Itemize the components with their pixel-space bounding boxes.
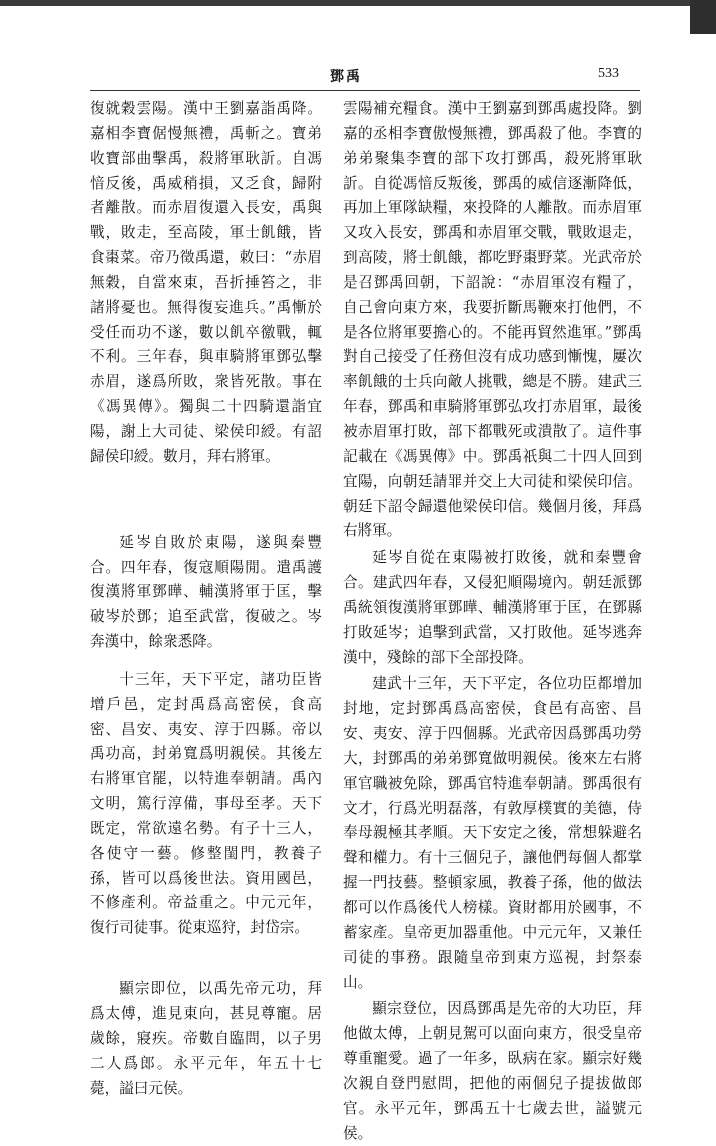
classical-paragraph: 復就穀雲陽。漢中王劉嘉詣禹降。嘉相李寶倨慢無禮，禹斬之。寶弟收寶部曲擊禹，殺將軍耿訢。自馮愔反後，禹威稍損，又乏食，歸附者離散。而赤眉復還入長安，禹與戰，敗走，至高陵，軍士飢餓，皆食棗菜。帝乃徵禹還，敕曰：“赤眉無穀，自當來東，吾折捶笞之，非諸將憂也。無得復妄進兵。”禹慚於受任而功不遂，數以飢卒徼戰，輒不利。三年春，與車騎將軍鄧弘擊赤眉，遂爲所敗，衆皆死散。事在《馮異傳》。獨與二十四騎還詣宜陽，謝上大司徒、梁侯印綬。有詔歸侯印綬。數月，拜右將軍。 [90, 100, 322, 465]
top-edge-rule [0, 0, 716, 6]
translation-paragraph: 延岑自從在東陽被打敗後，就和秦豐會合。建武四年春，又侵犯順陽境內。朝廷派鄧禹統領復漢將軍鄧曄、輔漢將軍于匡，在鄧縣打敗延岑；追擊到武當，又打敗他。延岑逃奔漢中，殘餘的部下全部投降。 [343, 549, 642, 666]
classical-paragraph: 顯宗即位，以禹先帝元功，拜爲太傅，進見東向，甚見尊寵。居歲餘，寢疾。帝數自臨問，以子男二人爲郎。永平元年，年五十七薨，謚曰元侯。 [90, 980, 322, 1097]
translation-text-column [343, 97, 642, 1146]
corner-thumb-tab [690, 0, 716, 34]
classical-text-column [90, 97, 322, 1101]
translation-paragraph: 顯宗登位，因爲鄧禹是先帝的大功臣，拜他做太傅，上朝見駕可以面向東方，很受皇帝尊重寵愛。過了一年多，臥病在家。顯宗好幾次親自登門慰問，把他的兩個兒子提拔做郎官。永平元年，鄧禹五十七歲去世，謚號元侯。 [343, 1000, 642, 1142]
classical-paragraph: 十三年，天下平定，諸功臣皆增戶邑，定封禹爲高密侯，食高密、昌安、夷安、淳于四縣。帝以禹功高，封弟寬爲明親侯。其後左右將軍官罷，以特進奉朝請。禹內文明，篤行淳備，事母至孝。天下既定，常欲遠名勢。有子十三人，各使守一藝。修整閨門，教養子孫，皆可以爲後世法。資用國邑，不修產利。帝益重之。中元元年，復行司徒事。從東巡狩，封岱宗。 [90, 670, 322, 937]
page-number: 533 [598, 66, 619, 81]
translation-paragraph: 雲陽補充糧食。漢中王劉嘉到鄧禹處投降。劉嘉的丞相李寶傲慢無禮，鄧禹殺了他。李寶的弟弟聚集李寶的部下攻打鄧禹，殺死將軍耿訢。自從馮愔反叛後，鄧禹的威信逐漸降低，再加上軍隊缺糧，來投降的人離散。而赤眉軍又攻入長安，鄧禹和赤眉軍交戰，戰敗退走，到高陵，將士飢餓，都吃野棗野菜。光武帝於是召鄧禹回朝，下詔說：“赤眉軍沒有糧了，自己會向東方來，我要折斷馬鞭來打他們，不是各位將軍要擔心的。不能再貿然進軍。”鄧禹對自己接受了任務但沒有成功感到慚愧，屢次率飢餓的士兵向敵人挑戰，總是不勝。建武三年春，鄧禹和車騎將軍鄧弘攻打赤眉軍，最後被赤眉軍打敗，部下都戰死或潰散了。這件事記載在《馮異傳》中。鄧禹祇與二十四人回到宜陽，向朝廷請罪并交上大司徒和梁侯印信。朝廷下詔令歸還他梁侯印信。幾個月後，拜爲右將軍。 [343, 100, 642, 540]
running-header [0, 66, 716, 88]
classical-paragraph: 延岑自敗於東陽，遂與秦豐合。四年春，復寇順陽閒。遣禹護復漢將軍鄧曄、輔漢將軍于匡，擊破岑於鄧；追至武當，復破之。岑奔漢中，餘衆悉降。 [90, 533, 322, 651]
header-rule [90, 90, 640, 91]
running-title: 鄧禹 [330, 69, 362, 85]
translation-paragraph: 建武十三年，天下平定，各位功臣都增加封地，定封鄧禹爲高密侯，食邑有高密、昌安、夷安、淳于四個縣。光武帝因爲鄧禹功勞大，封鄧禹的弟弟鄧寬做明親侯。後來左右將軍官職被免除，鄧禹官特進奉朝請。鄧禹很有文才，行爲光明磊落，有敦厚樸實的美德，侍奉母親極其孝順。天下安定之後，常想躲避名聲和權力。有十三個兒子，讓他們每個人都掌握一門技藝。整頓家風，教養子孫，他的做法都可以作爲後代人榜樣。資財都用於國事，不蓄家產。皇帝更加器重他。中元元年，又兼任司徒的事務。跟隨皇帝到東方巡視，封祭泰山。 [343, 675, 642, 991]
